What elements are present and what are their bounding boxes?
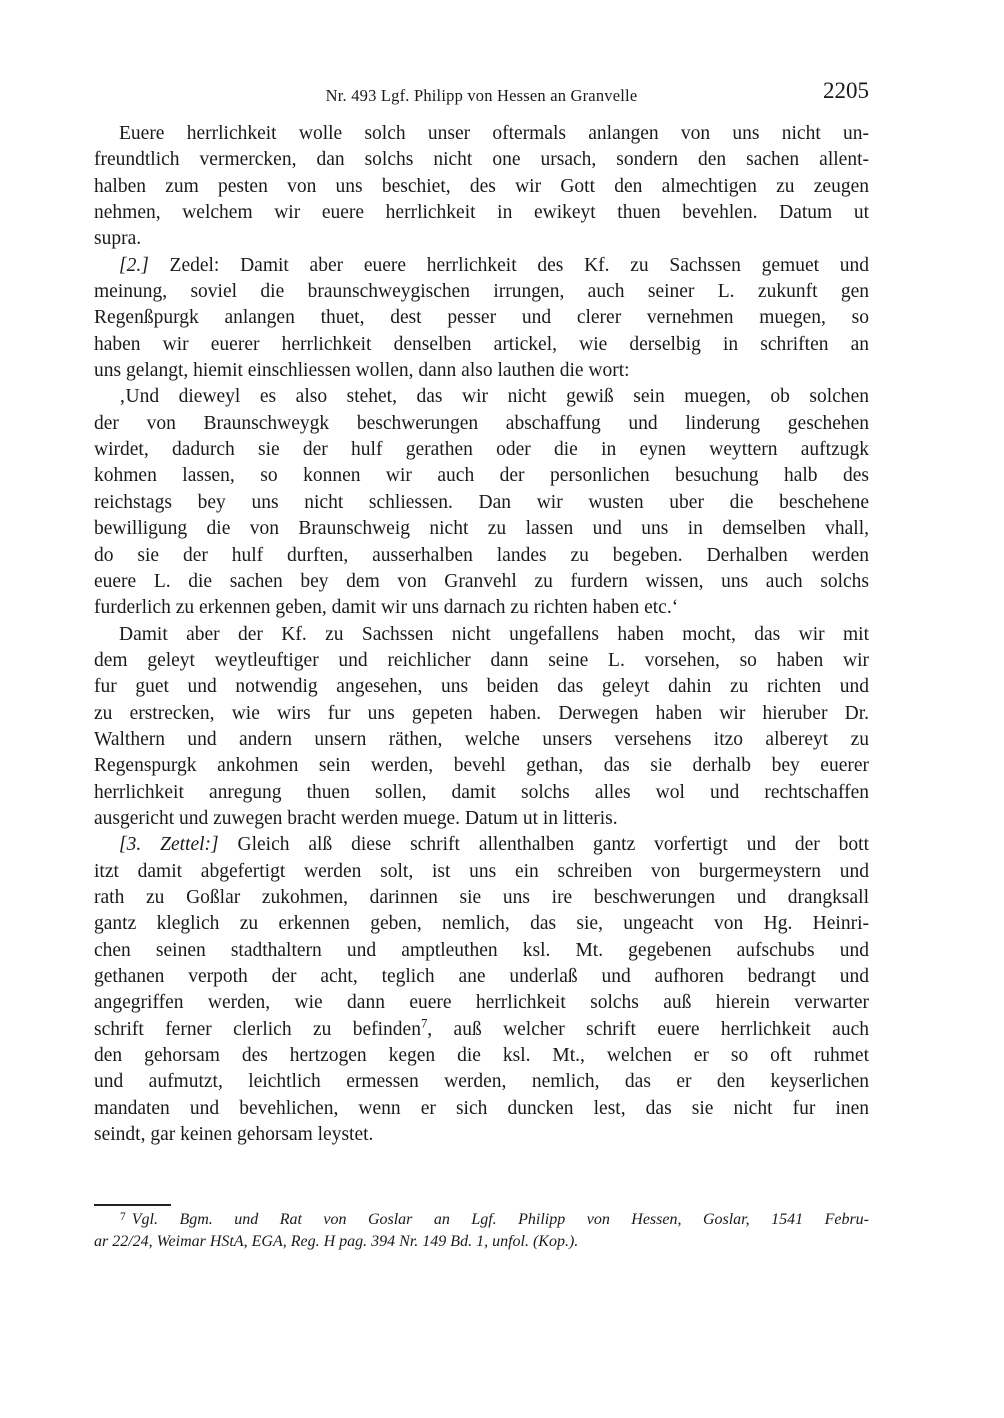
text-line	[94, 595, 869, 621]
footnote-reference: 7	[420, 1016, 428, 1031]
text-line	[94, 384, 869, 410]
text-segment: Regenspurgk ankohmen sein werden, bevehl gethan, das sie derhalb bey euerer	[94, 755, 869, 777]
text-line	[94, 1209, 869, 1231]
text-segment: Euere herrlichkeit wolle solch unser oftermals anlangen von uns nicht un-	[119, 123, 869, 144]
text-segment: gantz kleglich zu erkennen geben, nemlich, das sie, ungeacht von Hg. Heinri-	[94, 913, 869, 935]
text-segment: furderlich zu erkennen geben, damit wir uns darnach zu richten haben etc.‘	[94, 597, 679, 619]
text-line	[94, 964, 869, 990]
text-line	[94, 358, 869, 384]
footnote-separator	[94, 1204, 171, 1206]
text-segment: rath zu Goßlar zukohmen, darinnen sie uns ire beschwerungen und drangksall	[94, 886, 869, 908]
text-line	[94, 516, 869, 542]
text-line	[94, 226, 869, 252]
text-segment: dem geleyt weytleuftiger und reichlicher dann seine L. vorsehen, so haben wir	[94, 649, 869, 671]
text-segment: reichstags bey uns nicht schliessen. Dan wir wusten uber die beschehene	[94, 491, 869, 513]
text-line	[94, 121, 869, 147]
text-line	[94, 701, 869, 727]
text-line	[94, 885, 869, 911]
text-line	[94, 279, 869, 305]
text-line	[94, 1231, 869, 1253]
text-segment: gethanen verpoth der acht, teglich ane underlaß und aufhoren bedrangt und	[94, 966, 869, 987]
text-line	[94, 832, 869, 858]
text-segment: meinung, soviel die braunschweygischen irrungen, auch seiner L. zukunft gen	[94, 281, 869, 303]
text-segment: ausgericht und zuwegen bracht werden muege. Datum ut in litteris.	[94, 807, 618, 829]
text-line	[94, 780, 869, 806]
text-line	[94, 305, 869, 331]
text-line	[94, 622, 869, 648]
text-line	[94, 806, 869, 832]
text-segment: mandaten und bevehlichen, wenn er sich duncken lest, das sie nicht fur inen	[94, 1097, 869, 1119]
text-segment: bewilligung die von Braunschweig nicht zu lassen und uns in demselben vhall,	[94, 518, 869, 540]
paragraph	[94, 622, 869, 833]
text-segment: Gleich alß diese schrift allenthalben gantz vorfertigt und der bott	[218, 834, 869, 856]
text-line	[94, 1122, 869, 1148]
text-segment: nehmen, welchem wir euere herrlichkeit in ewikeyt thuen bevehlen. Datum ut	[94, 202, 869, 224]
text-line	[94, 490, 869, 516]
text-segment: ‚Und dieweyl es also stehet, das wir nicht gewiß sein muegen, ob solchen	[119, 386, 869, 408]
text-segment: wirdet, dadurch sie der hulf gerathen oder die in eynen weyttern auftzugk	[94, 439, 869, 461]
letter-text	[94, 121, 869, 1148]
paragraph	[94, 384, 869, 621]
text-segment: schrift ferner clerlich zu befinden	[94, 1018, 421, 1040]
text-segment: Vgl. Bgm. und Rat von Goslar an Lgf. Philipp von Hessen, Goslar, 1541 Febru-	[131, 1211, 869, 1228]
text-segment: [2.]	[119, 254, 149, 276]
text-segment: fur guet und notwendig angesehen, uns beiden das geleyt dahin zu richten und	[94, 676, 869, 698]
paragraph	[94, 253, 869, 385]
text-segment: Damit aber der Kf. zu Sachssen nicht ungefallens haben mocht, das wir mit	[119, 623, 869, 645]
footnote	[94, 1209, 869, 1254]
text-line	[94, 727, 869, 753]
text-segment: supra.	[94, 228, 142, 250]
text-line	[94, 753, 869, 779]
text-segment: herrlichkeit anregung thuen sollen, damit solchs alles wol und rechtschaffen	[94, 781, 869, 803]
text-segment: Walthern und andern unsern räthen, welche unsers versehens itzo albereyt zu	[94, 728, 869, 750]
text-line	[94, 859, 869, 885]
text-line	[94, 147, 869, 173]
text-line	[94, 1069, 869, 1095]
text-segment: halben zum pesten von uns beschiet, des wir Gott den almechtigen zu zeugen	[94, 175, 869, 197]
text-segment: angegriffen werden, wie dann euere herrlichkeit solchs auß hierein verwarter	[94, 992, 869, 1014]
page-header	[94, 78, 869, 108]
text-segment: chen seinen stadthaltern und amptleuthen ksl. Mt. gegebenen aufschubs und	[94, 939, 869, 961]
text-segment: der von Braunschweygk beschwerungen abschaffung und linderung geschehen	[94, 412, 869, 434]
text-segment: [3. Zettel:]	[119, 834, 219, 856]
text-segment: , auß welcher schrift euere herrlichkeit auch	[427, 1018, 869, 1040]
paragraph	[94, 832, 869, 1148]
text-segment: ar 22/24, Weimar HStA, EGA, Reg. H pag. 394 Nr. 149 Bd. 1, unfol. (Kop.).	[94, 1233, 579, 1251]
text-segment: zu erstrecken, wie wirs fur uns gepeten haben. Derwegen haben wir hieruber Dr.	[94, 702, 869, 724]
text-segment: uns gelangt, hiemit einschliessen wollen, dann also lauthen die wort:	[94, 360, 630, 382]
text-line	[94, 990, 869, 1016]
page-number: 2205	[823, 78, 869, 103]
text-line	[94, 911, 869, 937]
text-segment: und aufmutzt, leichtlich ermessen werden, nemlich, das er den keyserlichen	[94, 1071, 869, 1093]
text-line	[94, 1017, 869, 1043]
footnote-number: 7	[120, 1211, 126, 1223]
text-segment: den gehorsam des hertzogen kegen die ksl. Mt., welchen er so oft ruhmet	[94, 1045, 869, 1067]
paragraph	[94, 121, 869, 253]
text-line	[94, 332, 869, 358]
text-segment: Zedel: Damit aber euere herrlichkeit des Kf. zu Sachssen gemuet und	[148, 254, 869, 276]
text-line	[94, 200, 869, 226]
text-line	[94, 938, 869, 964]
text-segment: seindt, gar keinen gehorsam leystet.	[94, 1124, 374, 1146]
running-title: Nr. 493 Lgf. Philipp von Hessen an Granvelle	[325, 86, 638, 105]
text-segment: Regenßpurgk anlangen thuet, dest pesser und clerer vernehmen muegen, so	[94, 307, 869, 329]
text-line	[94, 1043, 869, 1069]
text-segment: euere L. die sachen bey dem von Granvehl zu furdern wissen, uns auch solchs	[94, 570, 869, 592]
text-line	[94, 411, 869, 437]
text-line	[94, 174, 869, 200]
text-segment: haben wir euerer herrlichkeit denselben artickel, wie derselbig in schriften an	[94, 333, 869, 355]
text-line	[94, 569, 869, 595]
text-segment: kohmen lassen, so konnen wir auch der personlichen besuchung halb des	[94, 465, 869, 487]
text-line	[94, 674, 869, 700]
text-segment: do sie der hulf durften, ausserhalben landes zu begeben. Derhalben werden	[94, 544, 869, 566]
text-line	[94, 437, 869, 463]
text-line	[94, 543, 869, 569]
text-line	[94, 1096, 869, 1122]
text-line	[94, 463, 869, 489]
text-line	[94, 648, 869, 674]
text-segment: itzt damit abgefertigt werden solt, ist uns ein schreiben von burgermeystern und	[94, 860, 869, 882]
text-segment: freundtlich vermercken, dan solchs nicht one ursach, sondern den sachen allent-	[94, 149, 869, 171]
text-line	[94, 253, 869, 279]
